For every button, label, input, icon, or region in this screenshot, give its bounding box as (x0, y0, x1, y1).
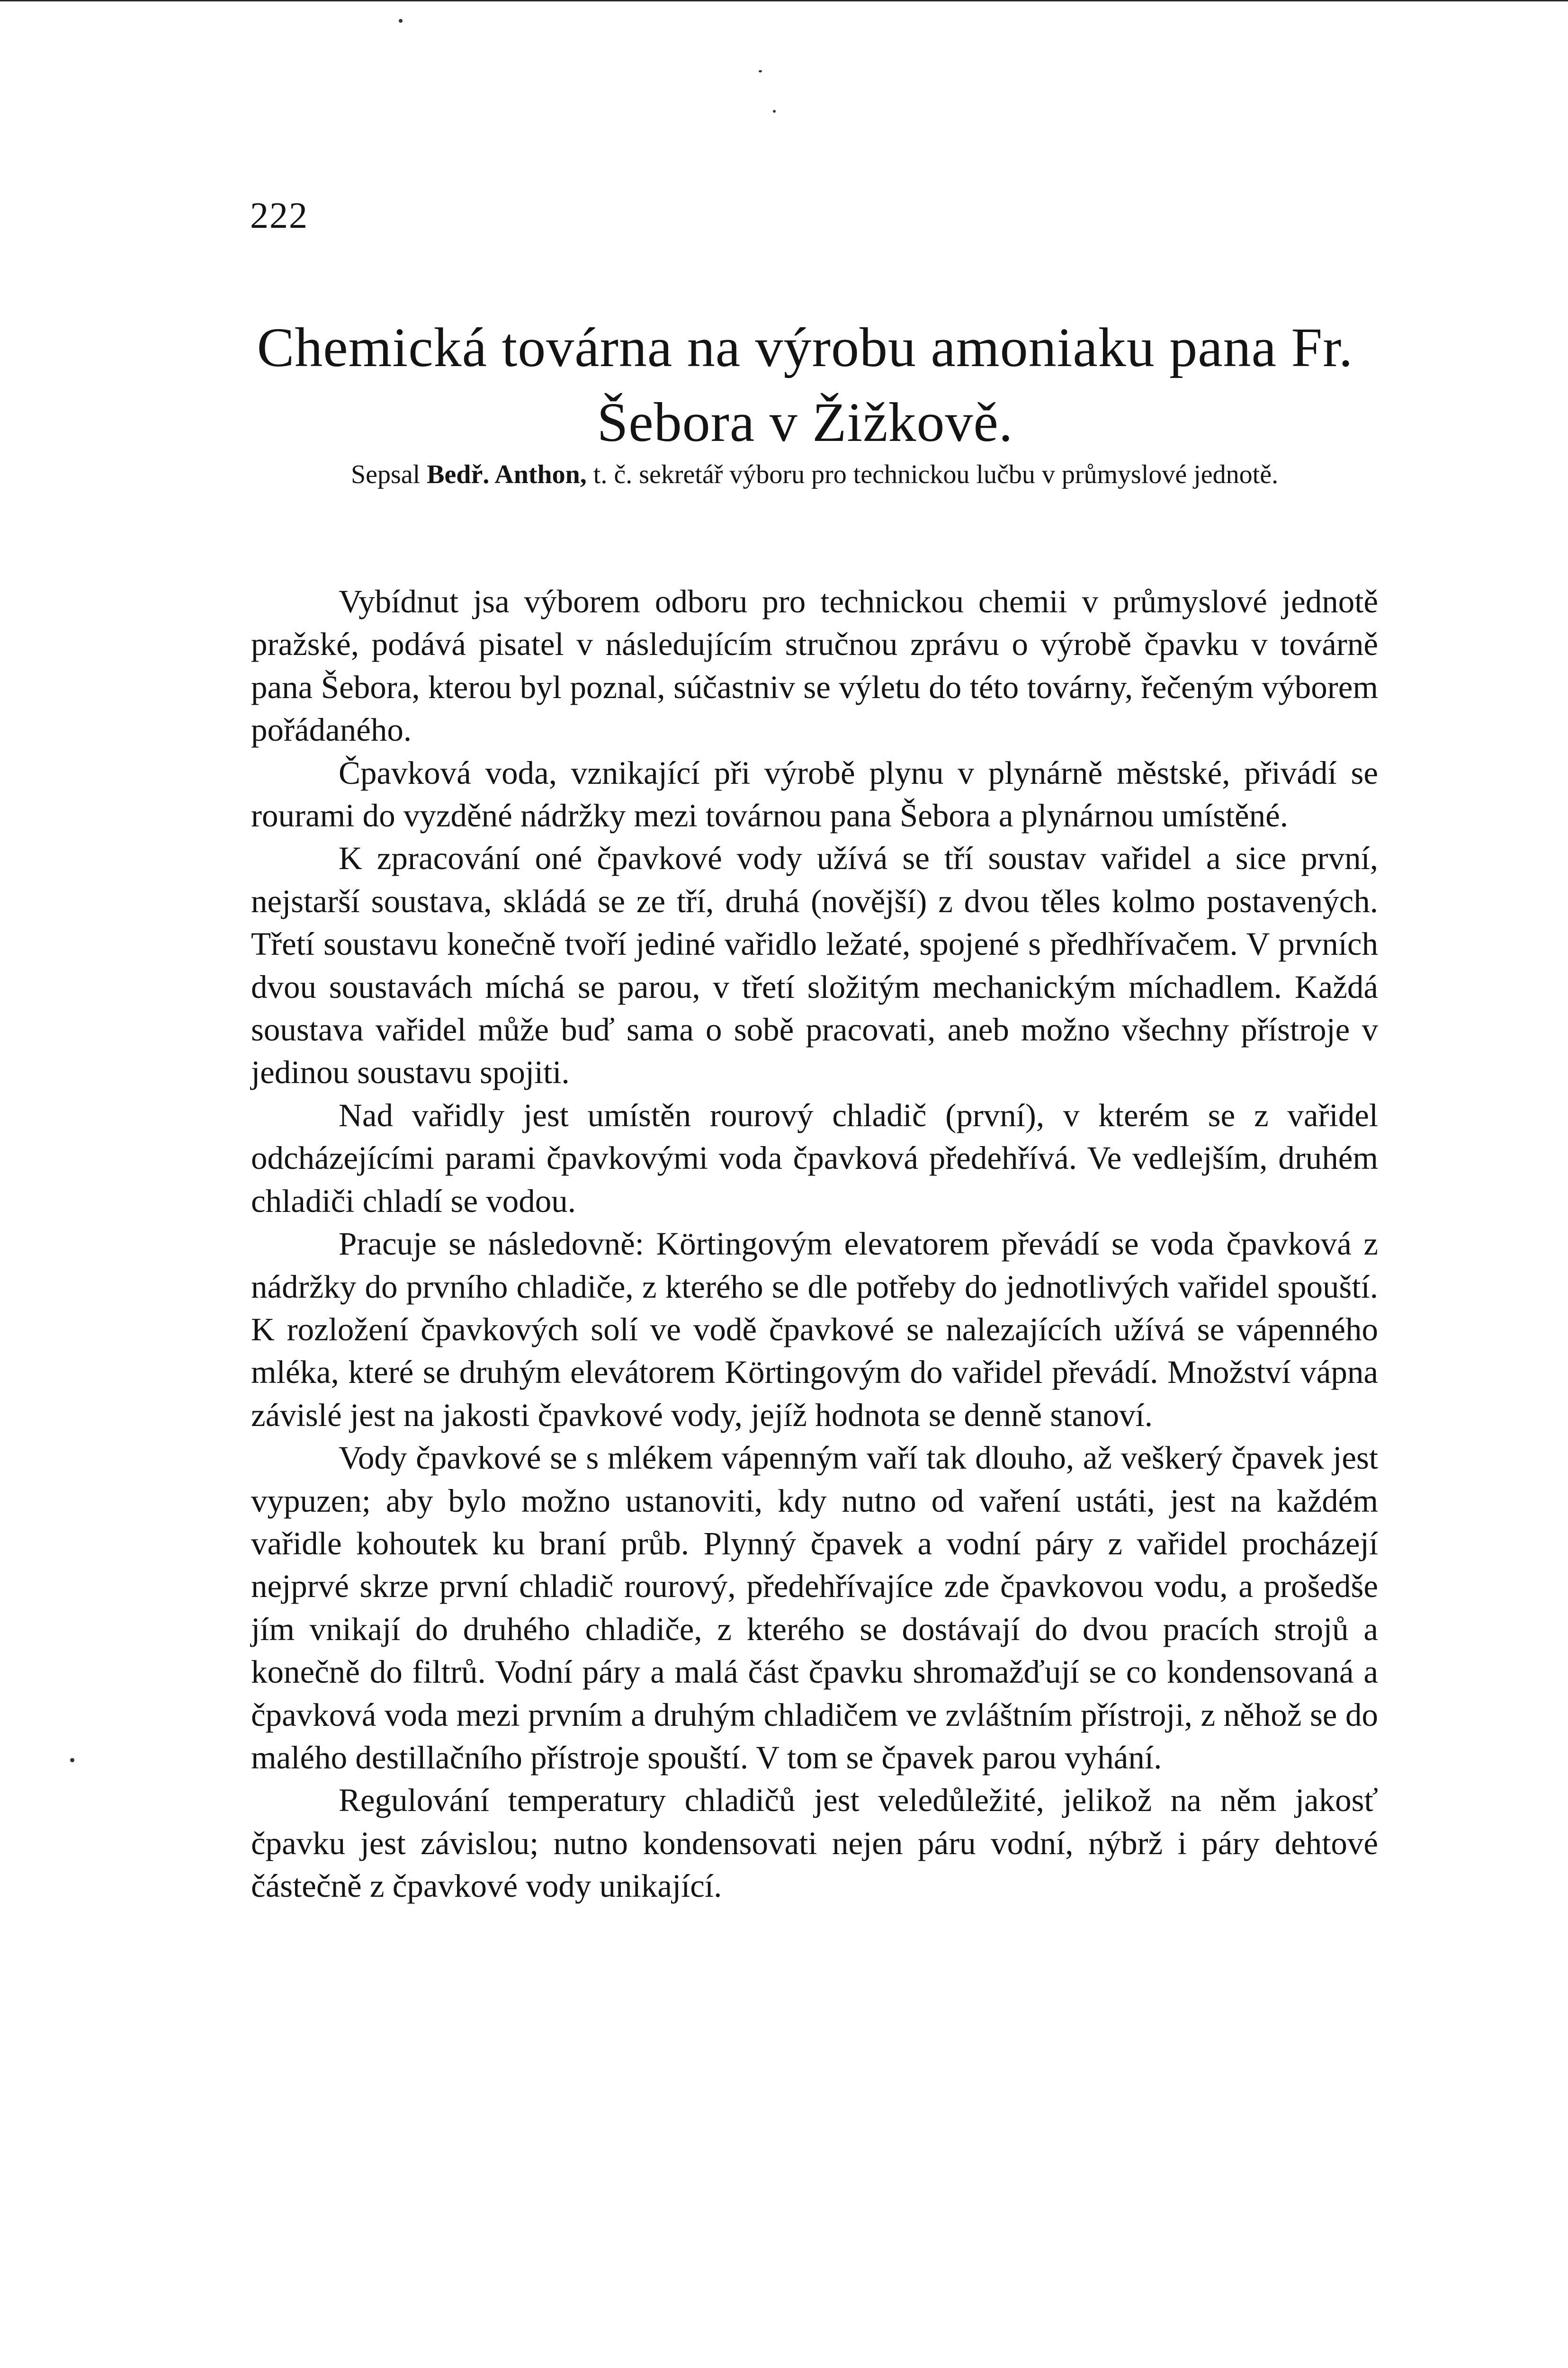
paragraph: Nad vařidly jest umístěn rourový chladič (první), v kterém se z vařidel odcházejícími parami čpavkovými voda čpavková předehřívá. Ve vedlejším, druhém chladiči chladí se vodou. (251, 1097, 1378, 1219)
paragraph: Vybídnut jsa výborem odboru pro technickou chemii v průmyslové jednotě pražské, podává pisatel v následujícím stručnou zprávu o výrobě čpavku v továrně pana Šebora, kterou byl poznal, súčastniv se výletu do této továrny, řečeným výborem pořádaného. (251, 583, 1378, 748)
paragraph: K zpracování oné čpavkové vody užívá se tří soustav vařidel a sice první, nejstarší soustava, skládá se ze tří, druhá (novější) z dvou těles kolmo postavených. Třetí soustavu konečně tvoří jediné vařidlo ležaté, spojené s předhřívačem. V prvních dvou soustavách míchá se parou, v třetí složitým mechanickým míchadlem. Každá soustava vařidel může buď sama o sobě pracovati, aneb možno všechny přístroje v jedinou soustavu spojiti. (251, 840, 1378, 1091)
author-line (251, 455, 1378, 494)
author-prefix: Sepsal (350, 460, 421, 489)
page-number: 222 (250, 195, 308, 236)
paragraph: Vody čpavkové se s mlékem vápenným vaří tak dlouho, až veškerý čpavek jest vypuzen; aby bylo možno ustanoviti, kdy nutno od vaření ustáti, jest na každém vařidle kohoutek ku braní průb. Plynný čpavek a vodní páry z vařidel procházejí nejprvé skrze první chladič rourový, předehřívajíce zde čpavkovou vodu, a prošedše jím vnikají do druhého chladiče, z kterého se dostávají do dvou pracích strojů a konečně do filtrů. Vodní páry a malá část čpavku shromažďují se co kondensovaná a čpavková voda mezi prvním a druhým chladičem ve zvláštním přístroji, z něhož se do malého destillačního přístroje spouští. V tom se čpavek parou vyhání. (251, 1440, 1378, 1776)
article-body (251, 580, 1378, 1908)
scan-speck (759, 70, 762, 72)
author-name: Bedř. Anthon, (427, 460, 587, 489)
article-title: Chemická továrna na výrobu amoniaku pana Fr. Šebora v Žižkově. (257, 316, 1353, 453)
paragraph: Čpavková voda, vznikající při výrobě plynu v plynárně městské, přivádí se rourami do vyzděné nádržky mezi továrnou pana Šebora a plynárnou umístěné. (251, 754, 1378, 834)
page-top-edge (0, 0, 1568, 1)
paragraph: Regulování temperatury chladičů jest veledůležité, jelikož na něm jakosť čpavku jest závislou; nutno kondensovati nejen páru vodní, nýbrž i páry dehtové částečně z čpavkové vody unikající. (251, 1782, 1378, 1904)
paragraph: Pracuje se následovně: Körtingovým elevatorem převádí se voda čpavková z nádržky do prvního chladiče, z kterého se dle potřeby do jednotlivých vařidel spouští. K rozložení čpavkových solí ve vodě čpavkové se nalezajících užívá se vápenného mléka, které se druhým elevátorem Körtingovým do vařidel převádí. Množství vápna závislé jest na jakosti čpavkové vody, jejíž hodnota se denně stanoví. (251, 1226, 1378, 1433)
scan-speck (70, 1758, 74, 1762)
scan-speck (773, 110, 776, 113)
scan-speck (399, 19, 403, 23)
author-affiliation: t. č. sekretář výboru pro technickou lučbu v průmyslové jednotě. (593, 460, 1279, 489)
